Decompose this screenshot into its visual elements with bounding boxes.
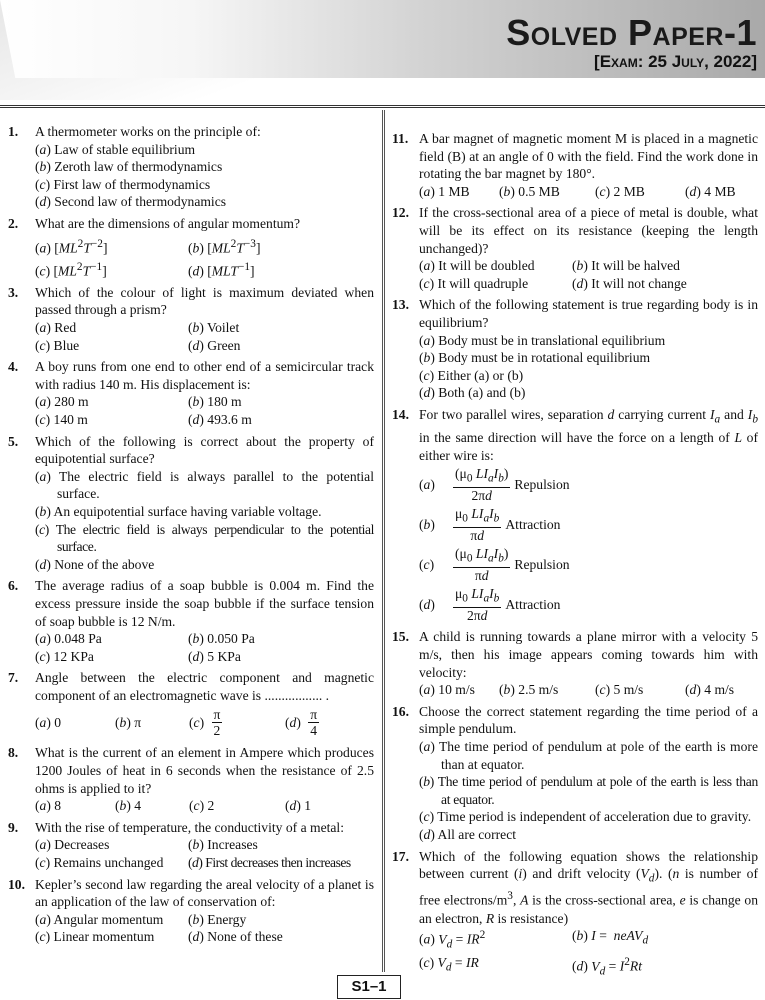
option-c: (c) Either (a) or (b) — [419, 367, 524, 383]
option-c: (c) It will quadruple — [419, 275, 529, 291]
option-a: (a) $V_d = IR^2$ — [419, 929, 486, 951]
page-title: Solved Paper-1 — [506, 12, 757, 53]
option-b: (b) I = neAV$_d$ — [572, 928, 649, 947]
option-a: (a) Angular momentum — [35, 911, 164, 927]
question-15: 15. A child is running towards a plane mirror with a velocity 5 m/s, then his image appears coming towards him with velocity: (a) 10 m/s (b) 2.5 m/s (c) 5 m/s (d) 4 m/s — [392, 629, 758, 698]
option-d: (d) 4 MB — [685, 183, 736, 199]
option-b: (b) 0.050 Pa — [188, 631, 255, 647]
option-d: (d) $\frac{\mu_0 LI_aI_b}{2\pi d}$ Attraction — [419, 586, 561, 623]
question-text: What are the dimensions of angular momentum? — [35, 215, 300, 231]
question-text: Which of the colour of light is maximum deviated when passed through a prism? — [35, 284, 374, 318]
question-text: A boy runs from one end to other end of a semicircular track with radius 140 m. His displacement is: — [35, 359, 374, 392]
option-b: (b) $[ML^2T^{-3}]$ — [188, 237, 261, 256]
option-d: (d) $[MLT^{-1}]$ — [188, 260, 255, 279]
question-11: 11. A bar magnet of magnetic moment M is placed in a magnetic field (B) at an angle of 0 with the field. Find the work done in rotating the bar magnet by 180°. (a) 1 MB (b) 0.5 MB (c) 2 MB (d) 4 MB — [392, 131, 758, 199]
option-c: (c) $V_d$ = IR — [419, 955, 479, 974]
option-b: (b) Body must be in rotational equilibrium — [419, 350, 651, 366]
option-a: (a) $[ML^2T^{-2}]$ — [35, 237, 108, 256]
question-13: 13. Which of the following statement is true regarding body is in equilibrium? (a) Body must be in translational equilibrium (b) Body must be in rotational equilibrium (c) Either (a) or (b) (d) Both (a) and (b) — [392, 297, 758, 401]
option-c: (c) Remains unchanged — [35, 855, 164, 871]
option-d: (d) It will not change — [572, 275, 687, 291]
question-12: 12. If the cross-sectional area of a piece of metal is double, what will be its effect on its resistance (keeping the length unchanged)? (a) It will be doubled (b) It will be halved (c) It will quadruple (d) It will not change — [392, 205, 758, 291]
option-c: (c) First law of thermodynamics — [35, 176, 211, 192]
option-d: (d) Second law of thermodynamics — [35, 194, 227, 210]
option-c: (c) $\frac{(\mu_0 LI_aI_b)}{\pi d}$ Repulsion — [419, 546, 570, 583]
option-c: (c) 12 KPa — [35, 648, 94, 664]
question-5: 5. Which of the following is correct about the property of equipotential surface? (a) The electric field is always parallel to the potential surface. (b) An equipotential surface having variable voltage. (c) The electric field is always perpendicular to the potential surface. (d) None of the above — [8, 433, 374, 572]
option-c: (c) The electric field is always perpendicular to the potential surface. — [35, 521, 374, 555]
question-14: 14. For two parallel wires, separation d carrying current $I_a$ and $I_b$ in the same direction will have the force on a length of L of either wire is: (a) $\frac{(\mu_0 LI_aI_b)}{2\pi d}$ Repulsion (b) $\frac{\mu_0 LI_aI_b}{\pi d}$ Attraction (c) $\frac{(\mu_0 LI_aI_b)}{\pi d}$ Repulsion (d) $\frac{\mu_0 LI_aI_b}{2\pi d}$ Attraction — [392, 406, 758, 623]
option-d: (d) Green — [188, 337, 241, 353]
option-a: (a) 10 m/s — [419, 682, 475, 698]
option-d: (d) None of these — [188, 929, 283, 945]
option-d: (d) First decreases then increases — [188, 855, 351, 871]
question-text: A child is running towards a plane mirror with a velocity 5 m/s, then his image appears coming towards him with velocity: — [419, 629, 758, 680]
option-a: (a) Law of stable equilibrium — [35, 141, 196, 157]
option-c: (c) 2 — [189, 798, 215, 814]
option-a: (a) 1 MB — [419, 183, 470, 199]
option-a: (a) Body must be in translational equilibrium — [419, 332, 666, 348]
option-d: (d) $V_d = I^2Rt$ — [572, 956, 643, 978]
page-number: S1–1 — [337, 975, 401, 999]
option-c: (c) $[ML^2T^{-1}]$ — [35, 260, 107, 279]
option-a: (a) Decreases — [35, 837, 110, 853]
question-text: The average radius of a soap bubble is 0.004 m. Find the excess pressure inside the soap bubble if the surface tension of soap bubble is 12 N/m. — [35, 578, 374, 629]
option-c: (c) 5 m/s — [595, 682, 644, 698]
option-b: (b) Voilet — [188, 320, 240, 335]
question-text: With the rise of temperature, the conductivity of a metal: — [35, 819, 344, 835]
option-b: (b) Zeroth law of thermodynamics — [35, 159, 223, 175]
question-text: Which of the following equation shows the relationship between current (i) and drift velocity $(V_d)$. (n is number of free electrons/$m^3$, A is the cross-sectional area, e is change on an electron, R is resistance) — [419, 848, 758, 926]
option-c: (c) Linear momentum — [35, 929, 155, 945]
question-17: 17. Which of the following equation shows the relationship between current (i) and drift velocity $(V_d)$. (n is number of free electrons/$m^3$, A is the cross-sectional area, e is change on an electron, R is resistance) (a) $V_d = IR^2$ (b) I = neAV$_d$ (c) $V_d$ = IR (d) $V_d = I^2Rt$ — [392, 848, 758, 981]
header-divider — [0, 105, 765, 108]
option-b: (b) 0.5 MB — [499, 183, 560, 199]
option-a: (a) Red — [35, 320, 77, 335]
question-text: What is the current of an element in Ampere which produces 1200 Joules of heat in 6 seconds when the resistance of 2.5 ohms is applied to it? — [35, 745, 374, 796]
question-text: Choose the correct statement regarding the time period of a simple pendulum. — [419, 703, 758, 737]
question-7: 7. Angle between the electric component and magnetic component of an electromagnetic wave is ................. . (a) 0 (b) π ( c ) $\frac{\pi}{2}$ ( d ) $\frac{\pi}{4}$ — [8, 670, 374, 738]
option-a: (a) 280 m — [35, 394, 89, 410]
question-16: 16. Choose the correct statement regarding the time period of a simple pendulum. (a) The time period of pendulum at pole of the earth is more than at equator. (b) The time period of pendulum at pole of the earth is less than at equator. (c) Time period is independent of acceleration due to gravity. (d) All are correct — [392, 703, 758, 842]
option-d: (d) 1 — [285, 798, 312, 814]
option-d: (d) All are correct — [419, 826, 517, 842]
option-a: (a) The time period of pendulum at pole of the earth is more than at equator. — [419, 738, 758, 772]
option-c: (c) Time period is independent of acceleration due to gravity. — [419, 809, 752, 825]
option-b: (b) 180 m — [188, 394, 242, 410]
option-b: (b) An equipotential surface having variable voltage. — [35, 503, 322, 519]
option-b: (b) Increases — [188, 837, 258, 853]
question-4: 4. A boy runs from one end to other end of a semicircular track with radius 140 m. His displacement is: (a) 280 m (b) 180 m (c) 140 m (d) 493.6 m — [8, 359, 374, 427]
question-text: Which of the following statement is true regarding body is in equilibrium? — [419, 297, 758, 330]
option-b: (b) π — [115, 714, 142, 730]
exam-date: [Exam: 25 July, 2022] — [594, 52, 757, 71]
option-c: ( c ) $\frac{\pi}{2}$ — [189, 706, 221, 738]
option-a: (a) It will be doubled — [419, 258, 535, 274]
option-b: (b) 2.5 m/s — [499, 682, 559, 698]
question-6: 6. The average radius of a soap bubble is 0.004 m. Find the excess pressure inside the soap bubble if the surface tension of soap bubble is 12 N/m. (a) 0.048 Pa (b) 0.050 Pa (c) 12 KPa (d) 5 KPa — [8, 578, 374, 664]
option-d: ( d ) $\frac{\pi}{4}$ — [285, 706, 318, 738]
left-column — [8, 123, 374, 950]
question-1: 1. A thermometer works on the principle of: (a) Law of stable equilibrium (b) Zeroth law of thermodynamics (c) First law of thermodynamics (d) Second law of thermodynamics — [8, 123, 374, 211]
option-a: (a) $\frac{(\mu_0 LI_aI_b)}{2\pi d}$ Repulsion — [419, 466, 570, 503]
option-d: (d) 4 m/s — [685, 682, 735, 698]
option-a: (a) The electric field is always parallel to the potential surface. — [35, 468, 374, 502]
option-a: (a) 8 — [35, 798, 62, 814]
option-b: (b) $\frac{\mu_0 LI_aI_b}{\pi d}$ Attraction — [419, 506, 561, 543]
question-text: Angle between the electric component and magnetic component of an electromagnetic wave is ................. . — [35, 670, 374, 703]
question-3: 3. Which of the colour of light is maximum deviated when passed through a prism? (a) Red (b) Voilet (c) Blue (d) Green — [8, 284, 374, 353]
right-column — [392, 130, 758, 985]
question-2: 2. What are the dimensions of angular momentum? (a) $[ML^2T^{-2}]$ (b) $[ML^2T^{-3}]$ (c) $[ML^2T^{-1}]$ (d) $[MLT^{-1}]$ — [8, 215, 374, 280]
option-a: (a) 0 — [35, 714, 62, 730]
question-8: 8. What is the current of an element in Ampere which produces 1200 Joules of heat in 6 seconds when the resistance of 2.5 ohms is applied to it? (a) 8 (b) 4 (c) 2 (d) 1 — [8, 745, 374, 814]
question-text: A bar magnet of magnetic moment M is placed in a magnetic field (B) at an angle of 0 with the field. Find the work done in rotating the bar magnet by 180°. — [419, 131, 758, 182]
option-a: (a) 0.048 Pa — [35, 631, 102, 647]
option-c: (c) 140 m — [35, 411, 88, 427]
option-d: (d) 493.6 m — [188, 411, 252, 427]
option-b: (b) The time period of pendulum at pole of the earth is less than at equator. — [419, 774, 758, 807]
option-c: (c) 2 MB — [595, 183, 645, 199]
question-9: 9. With the rise of temperature, the conductivity of a metal: (a) Decreases (b) Increases (c) Remains unchanged (d) First decreases then increases — [8, 819, 374, 872]
option-d: (d) None of the above — [35, 556, 155, 572]
question-text: For two parallel wires, separation d carrying current $I_a$ and $I_b$ in the same direction will have the force on a length of L of either wire is: — [419, 406, 758, 463]
option-d: (d) 5 KPa — [188, 648, 241, 664]
question-text: Kepler’s second law regarding the areal velocity of a planet is an application of the law of conservation of: — [35, 876, 374, 910]
question-10: 10. Kepler’s second law regarding the areal velocity of a planet is an application of the law of conservation of: (a) Angular momentum (b) Energy (c) Linear momentum (d) None of these — [8, 876, 374, 945]
question-text: If the cross-sectional area of a piece of metal is double, what will be its effect on its resistance (keeping the length unchanged)? — [419, 205, 758, 256]
option-b: (b) It will be halved — [572, 258, 680, 274]
column-divider — [382, 110, 385, 972]
question-text: A thermometer works on the principle of: — [35, 124, 261, 139]
question-text: Which of the following is correct about the property of equipotential surface? — [35, 433, 374, 467]
option-b: (b) Energy — [188, 911, 247, 927]
option-d: (d) Both (a) and (b) — [419, 385, 526, 401]
option-b: (b) 4 — [115, 798, 142, 814]
option-c: (c) Blue — [35, 337, 80, 353]
